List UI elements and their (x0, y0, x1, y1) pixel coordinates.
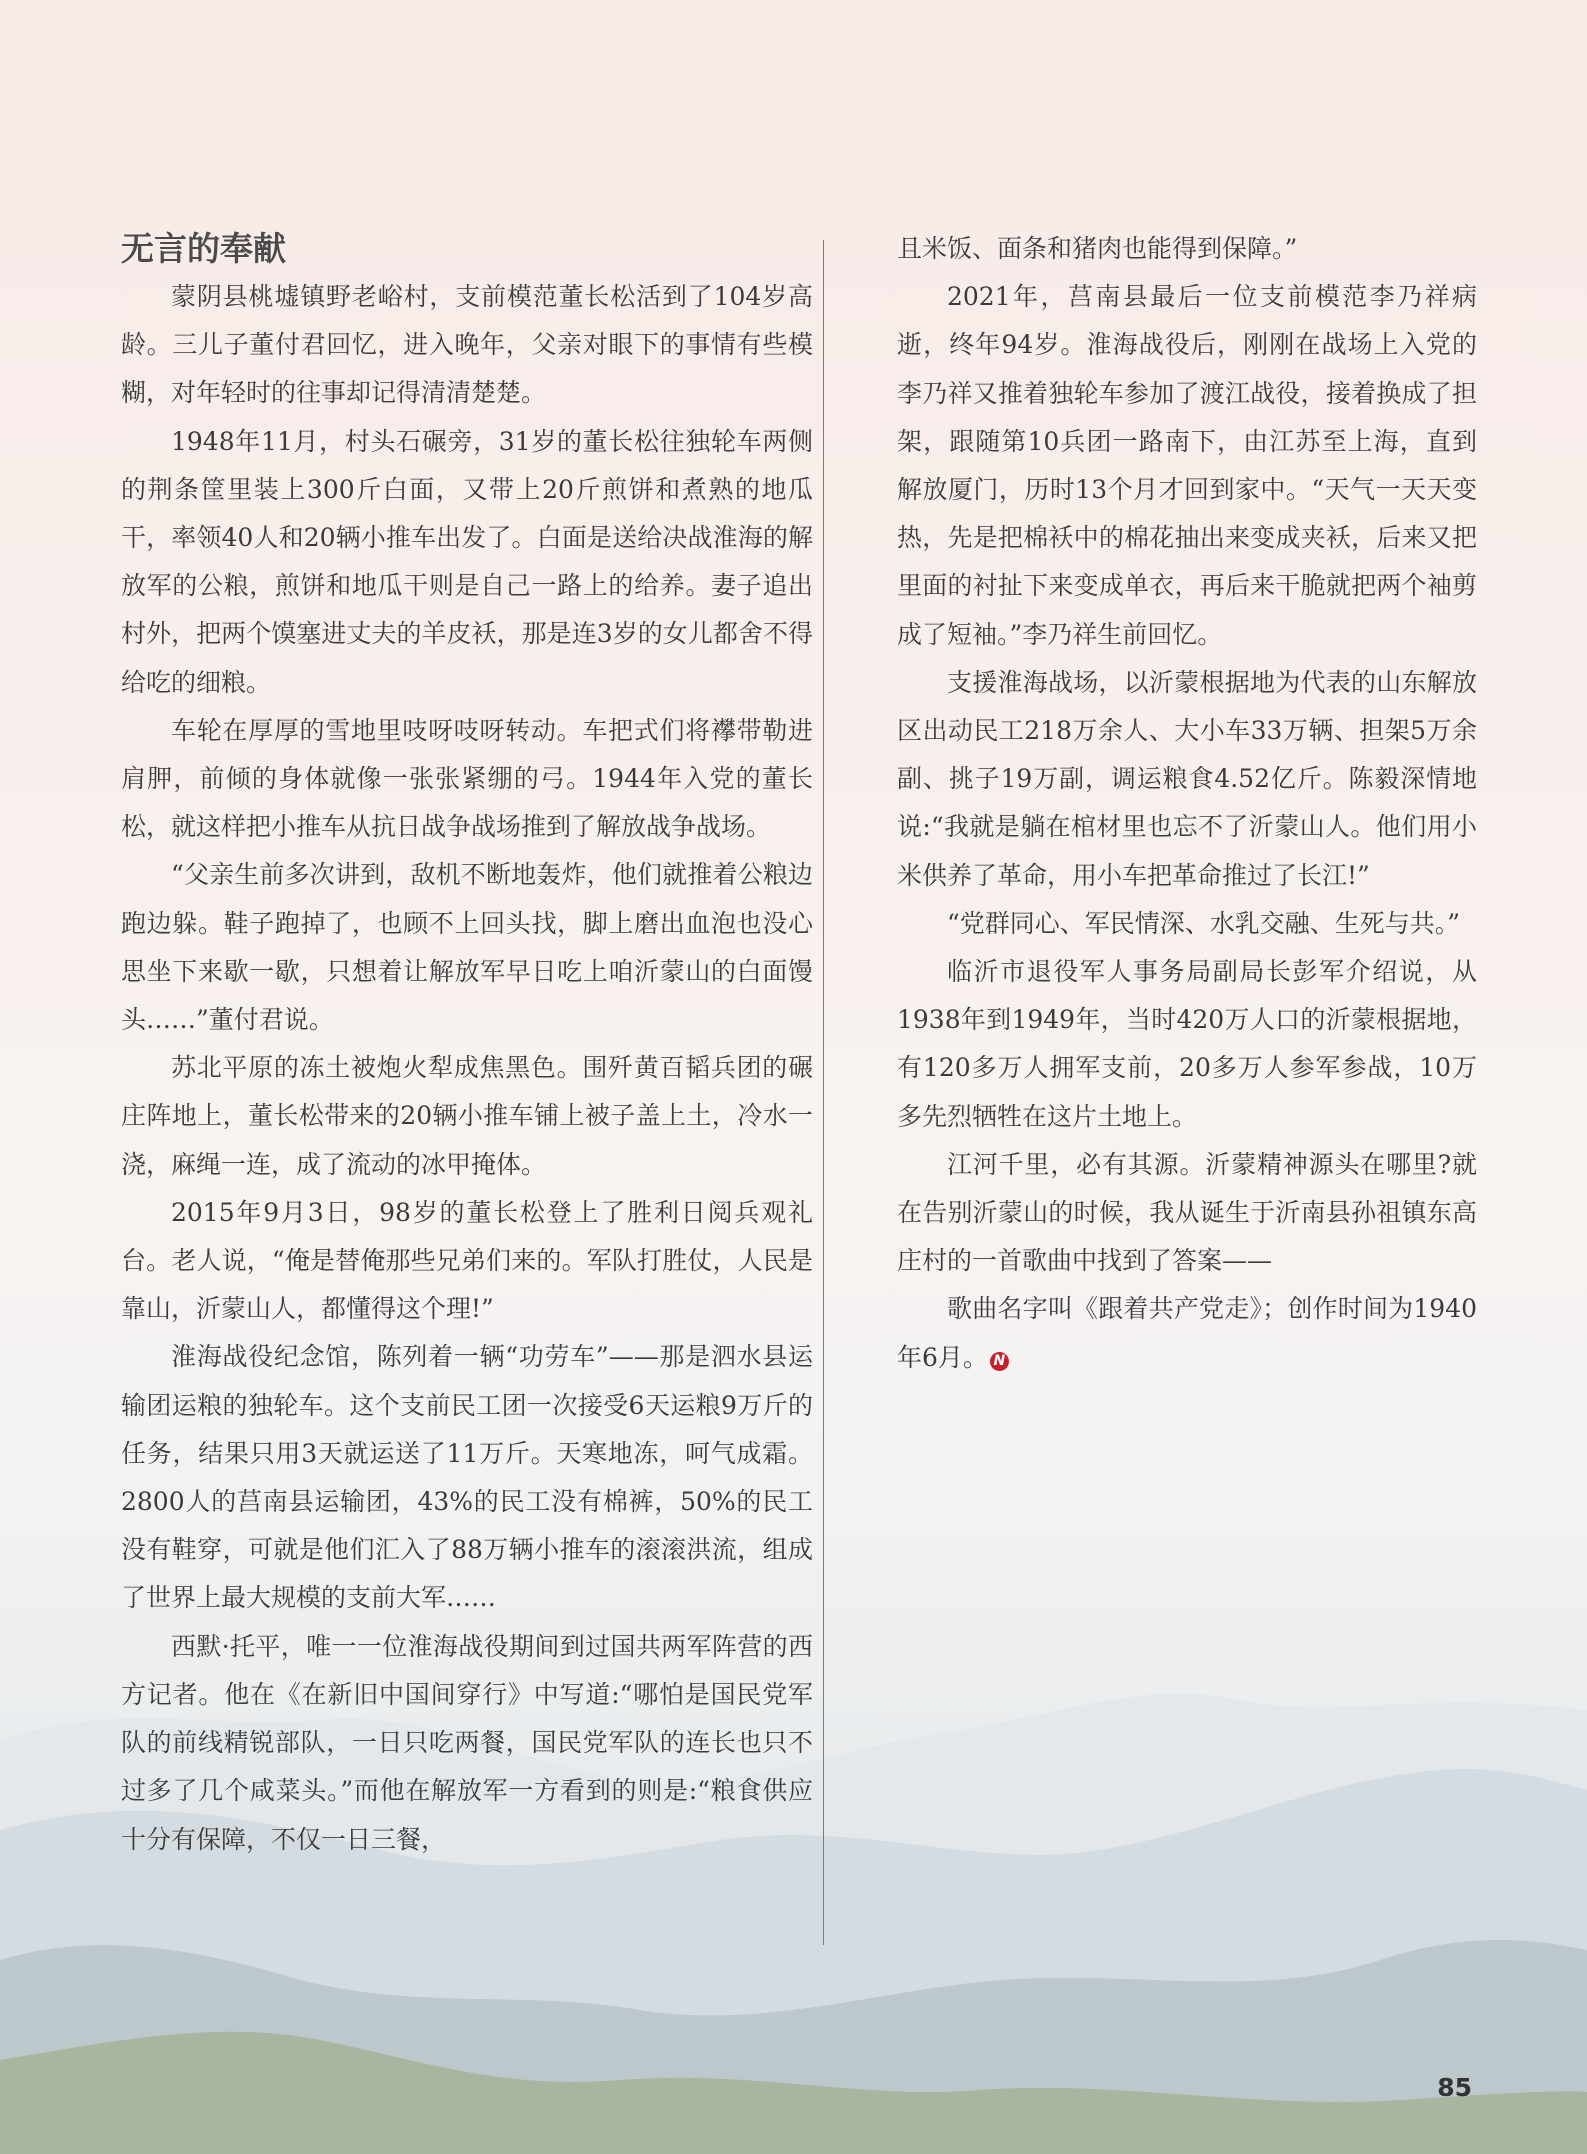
paragraph: 1948年11月，村头石碾旁，31岁的董长松往独轮车两侧的荆条筐里装上300斤白面，又带上20斤煎饼和煮熟的地瓜干，率领40人和20辆小推车出发了。白面是送给决战淮海的解放军的公粮，煎饼和地瓜干则是自己一路上的给养。妻子追出村外，把两个馍塞进丈夫的羊皮袄，那是连3岁的女儿都舍不得给吃的细粮。 (121, 426, 813, 697)
column-divider (823, 240, 824, 1945)
end-mark-icon: N (990, 1352, 1009, 1371)
right-column (897, 225, 1477, 1382)
paragraph: 西默·托平，唯一一位淮海战役期间到过国共两军阵营的西方记者。他在《在新旧中国间穿行》中写道:“哪怕是国民党军队的前线精锐部队，一日只吃两餐，国民党军队的连长也只不过多了几个咸菜头。”而他在解放军一方看到的则是:“粮食供应十分有保障，不仅一日三餐， (121, 1631, 813, 1854)
paragraph: “父亲生前多次讲到，敌机不断地轰炸，他们就推着公粮边跑边躲。鞋子跑掉了，也顾不上回头找，脚上磨出血泡也没心思坐下来歇一歇，只想着让解放军早日吃上咱沂蒙山的白面馒头……”董付君说。 (121, 860, 813, 1035)
paragraph: 江河千里，必有其源。沂蒙精神源头在哪里?就在告别沂蒙山的时候，我从诞生于沂南县孙祖镇东高庄村的一首歌曲中找到了答案—— (897, 1149, 1477, 1276)
paragraph: 淮海战役纪念馆，陈列着一辆“功劳车”——那是泗水县运输团运粮的独轮车。这个支前民工团一次接受6天运粮9万斤的任务，结果只用3天就运送了11万斤。天寒地冻，呵气成霜。2800人的莒南县运输团，43%的民工没有棉裤，50%的民工没有鞋穿，可就是他们汇入了88万辆小推车的滚滚洪流，组成了世界上最大规模的支前大军…… (121, 1342, 813, 1613)
page-number: 85 (1437, 2073, 1472, 2102)
paragraph: 车轮在厚厚的雪地里吱呀吱呀转动。车把式们将襻带勒进肩胛，前倾的身体就像一张张紧绷的弓。1944年入党的董长松，就这样把小推车从抗日战争战场推到了解放战争战场。 (121, 715, 813, 842)
paragraph: 2015年9月3日，98岁的董长松登上了胜利日阅兵观礼台。老人说，“俺是替俺那些兄弟们来的。军队打胜仗，人民是靠山，沂蒙山人，都懂得这个理!” (121, 1197, 813, 1324)
paragraph: “党群同心、军民情深、水乳交融、生死与共。” (947, 908, 1461, 938)
paragraph: 2021年，莒南县最后一位支前模范李乃祥病逝，终年94岁。淮海战役后，刚刚在战场上入党的李乃祥又推着独轮车参加了渡江战役，接着换成了担架，跟随第10兵团一路南下，由江苏至上海，直到解放厦门，历时13个月才回到家中。“天气一天天变热，先是把棉袄中的棉花抽出来变成夹袄，后来又把里面的衬扯下来变成单衣，再后来干脆就把两个袖剪成了短袖。”李乃祥生前回忆。 (897, 282, 1477, 649)
paragraph-continuation: 且米饭、面条和猪肉也能得到保障。” (897, 234, 1298, 263)
left-column (121, 225, 813, 1864)
final-paragraph (897, 1285, 1477, 1381)
paragraph: 支援淮海战场，以沂蒙根据地为代表的山东解放区出动民工218万余人、大小车33万辆、担架5万余副、挑子19万副，调运粮食4.52亿斤。陈毅深情地说:“我就是躺在棺材里也忘不了沂蒙山人。他们用小米供养了革命，用小车把革命推过了长江!” (897, 667, 1477, 890)
paragraph: 苏北平原的冻土被炮火犁成焦黑色。围歼黄百韬兵团的碾庄阵地上，董长松带来的20辆小推车铺上被子盖上土，冷水一浇，麻绳一连，成了流动的冰甲掩体。 (121, 1053, 813, 1179)
paragraph: 蒙阴县桃墟镇野老峪村，支前模范董长松活到了104岁高龄。三儿子董付君回忆，进入晚年，父亲对眼下的事情有些模糊，对年轻时的往事却记得清清楚楚。 (121, 282, 813, 408)
final-paragraph-text: 歌曲名字叫《跟着共产党走》；创作时间为1940年6月。 (897, 1294, 1477, 1372)
section-heading: 无言的奉献 (121, 229, 286, 268)
paragraph: 临沂市退役军人事务局副局长彭军介绍说，从1938年到1949年，当时420万人口的沂蒙根据地，有120多万人拥军支前，20多万人参军参战，10万多先烈牺牲在这片土地上。 (897, 957, 1477, 1131)
